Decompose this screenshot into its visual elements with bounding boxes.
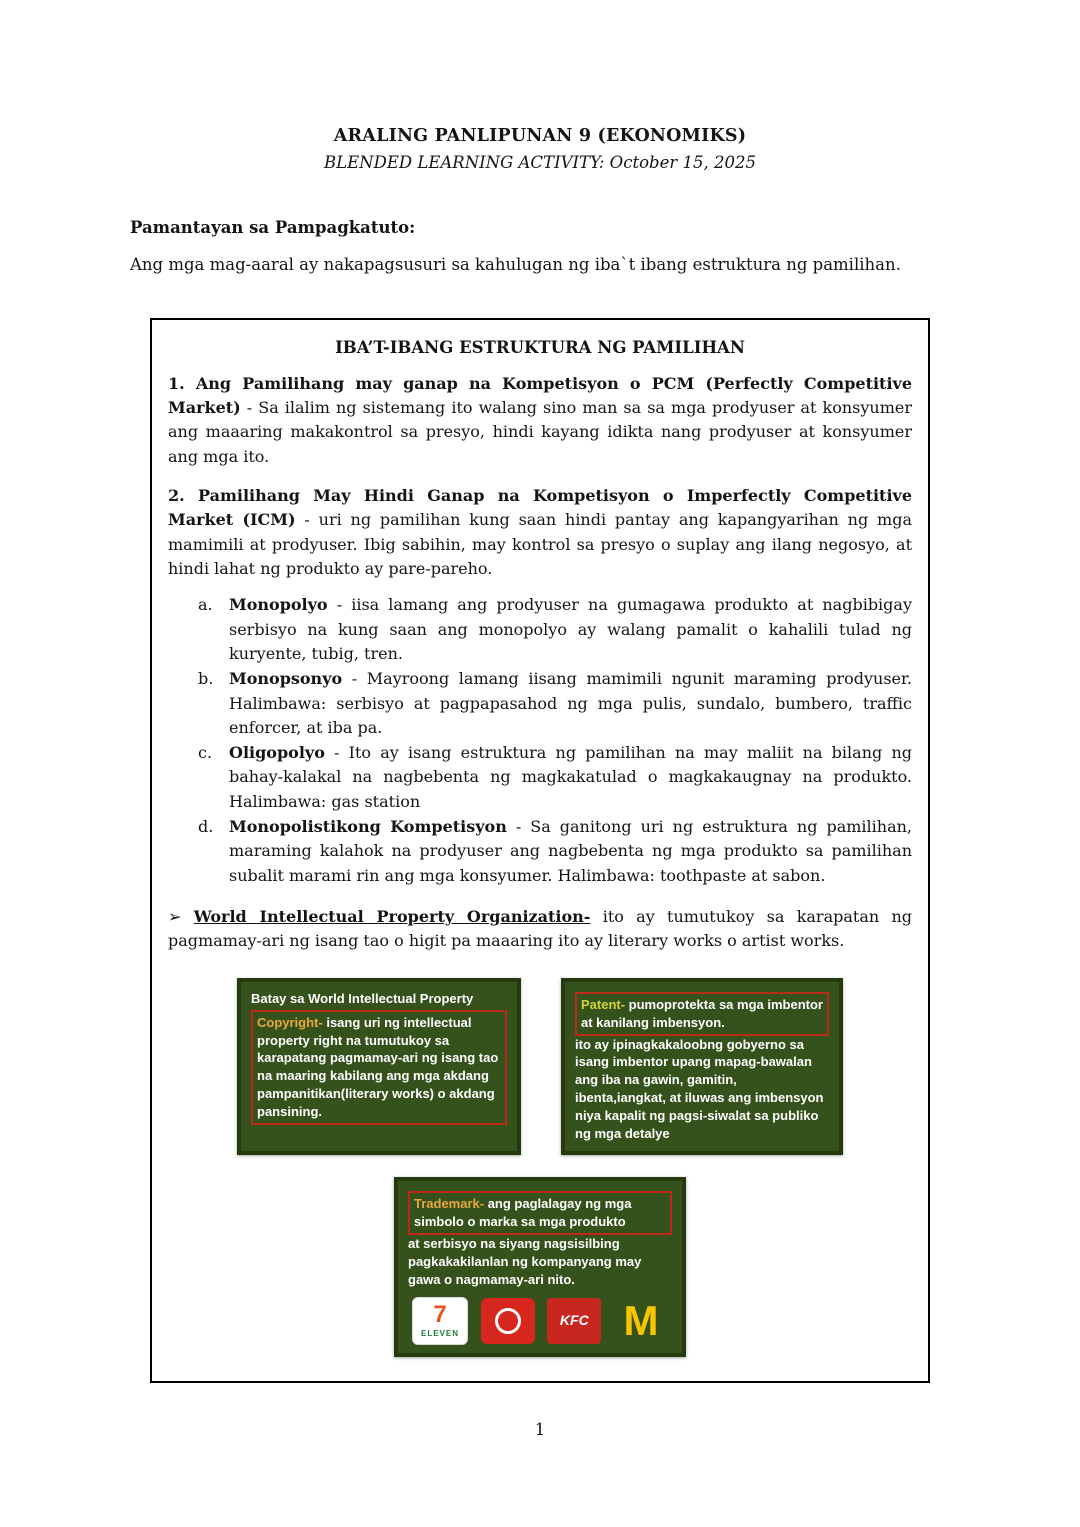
list-text [229, 667, 912, 740]
mcdonalds-logo: M [623, 1296, 659, 1344]
trademark-text: at serbisyo na siyang nagsisilbing pagkakakilanlan ng kompanyang may gawa o nagmamay-ari nito. [408, 1236, 642, 1287]
list-letter: b. [198, 669, 214, 689]
trademark-highlight: ang paglalagay ng mga simbolo o marka sa mga produkto [414, 1196, 632, 1230]
list-item-monopolistikong-kompetisyon [198, 815, 912, 888]
market-type-definition: - Mayroong lamang iisang mamimili ngunit maraming prodyuser. Halimbawa: serbisyo at pagpapasahod ng mga pulis, sundalo, bumbero, traffic enforcer, at iba pa. [229, 669, 912, 737]
list-text [229, 741, 912, 814]
patent-highlight-frame [575, 992, 829, 1036]
bee-figure-icon [495, 1308, 521, 1334]
list-letter: a. [198, 595, 213, 615]
trademark-term: Trademark- [414, 1196, 485, 1212]
icm-body: - uri ng pamilihan kung saan hindi pantay ang kapangyarihan ng mga mamimili at prodyuser. Ibig sabihin, may kontrol sa presyo o suplay ang ilang negosyo, at hindi lahat ng produkto ay pare-pareho. [168, 510, 913, 578]
pcm-body: - Sa ilalim ng sistemang ito walang sino man sa sa mga prodyuser at konsyumer ang maaaring makakontrol sa presyo, hindi kayang idikta nang prodyuser at konsyumer ang mga ito. [168, 398, 912, 466]
seven-eleven-word: ELEVEN [420, 1328, 459, 1338]
market-type-definition: - iisa lamang ang prodyuser na gumagawa produkto at nagbibigay serbisyo na kung saan ang monopolyo ay walang pamalit o kahalili tulad ng kuryente, tubig, tren. [229, 595, 912, 663]
ip-cards-row [168, 978, 912, 1156]
seven-eleven-digit: 7 [433, 1300, 447, 1328]
market-type-term: Oligopolyo [229, 743, 325, 763]
copyright-term: Copyright- [257, 1014, 323, 1030]
standards-body: Ang mga mag-aaral ay nakapagsusuri sa kahulugan ng iba`t ibang estruktura ng pamilihan. [130, 255, 901, 274]
list-item-monopolyo [198, 593, 912, 666]
market-types-list [198, 593, 912, 888]
patent-highlight: pumoprotekta sa mga imbentor at kanilang imbensyon. [581, 996, 823, 1030]
list-text [229, 593, 912, 666]
list-letter: c. [198, 743, 213, 763]
copyright-card [237, 978, 521, 1156]
list-letter: d. [198, 817, 214, 837]
patent-text: ito ay ipinagkakaloobng gobyerno sa isang imbentor upang mapag-bawalan ang iba na gawin, gamitin, ibenta,iangkat, at iluwas ang imbensyon niya kapalit ng pagsi-siwalat sa publiko ng mga detalye [575, 1036, 824, 1142]
trademark-highlight-frame [408, 1191, 672, 1235]
paragraph-pcm [168, 372, 912, 469]
jollibee-logo [481, 1298, 535, 1344]
market-type-term: Monopsonyo [229, 669, 343, 689]
kfc-logo: KFC [547, 1298, 601, 1344]
market-type-term: Monopolistikong Kompetisyon [229, 817, 507, 837]
page-number: 1 [534, 1420, 546, 1439]
paragraph-icm [168, 484, 912, 581]
patent-card [561, 978, 843, 1156]
brand-logos-row [408, 1297, 672, 1345]
list-item-oligopolyo [198, 741, 912, 814]
pcm-lead: 1. Ang Pamilihang may ganap na Kompetisyon o PCM (Perfectly Competitive Market) [168, 373, 912, 418]
copyright-intro: Batay sa World Intellectual Property [251, 990, 474, 1006]
content-box [150, 318, 930, 1383]
document-title: ARALING PANLIPUNAN 9 (EKONOMIKS) [333, 126, 747, 146]
list-text [229, 815, 912, 888]
arrow-bullet-icon: ➢ [168, 907, 182, 926]
document-header [0, 0, 1080, 172]
market-type-definition: - Ito ay isang estruktura ng pamilihan na may maliit na bilang ng bahay-kalakal na nagbebenta ng magkakatulad o magkakaugnay na produkto. Halimbawa: gas station [229, 743, 912, 811]
market-type-definition: - Sa ganitong uri ng estruktura ng pamilihan, maraming kalahok na prodyuser ang nagbebenta ng mga produkto sa pamilihan subalit marami rin ang mga konsyumer. Halimbawa: toothpaste at sabon. [229, 817, 912, 885]
patent-term: Patent- [581, 996, 626, 1012]
wipo-term: World Intellectual Property Organization- [193, 907, 591, 926]
wipo-paragraph [168, 905, 912, 954]
copyright-text: isang uri ng intellectual property right na tumutukoy sa karapatang pagmamay-ari ng isang tao na maaring kabilang ang mga akdang pampanitikan(literary works) o akdang pansining. [257, 1014, 499, 1120]
list-item-monopsonyo [198, 667, 912, 740]
market-type-term: Monopolyo [229, 595, 328, 615]
seven-eleven-logo [412, 1297, 468, 1345]
standards-heading: Pamantayan sa Pampagkatuto: [130, 218, 416, 237]
document-subtitle: BLENDED LEARNING ACTIVITY: October 15, 2025 [324, 153, 756, 172]
box-title: IBA’T-IBANG ESTRUKTURA NG PAMILIHAN [335, 337, 745, 357]
wipo-body: ito ay tumutukoy sa karapatan ng pagmamay-ari ng isang tao o higit pa maaaring ito ay literary works o artist works. [168, 907, 913, 951]
copyright-highlight-frame [251, 1010, 507, 1126]
trademark-card [394, 1177, 686, 1357]
icm-lead: 2. Pamilihang May Hindi Ganap na Kompetisyon o Imperfectly Competitive Market (ICM) [168, 486, 912, 530]
